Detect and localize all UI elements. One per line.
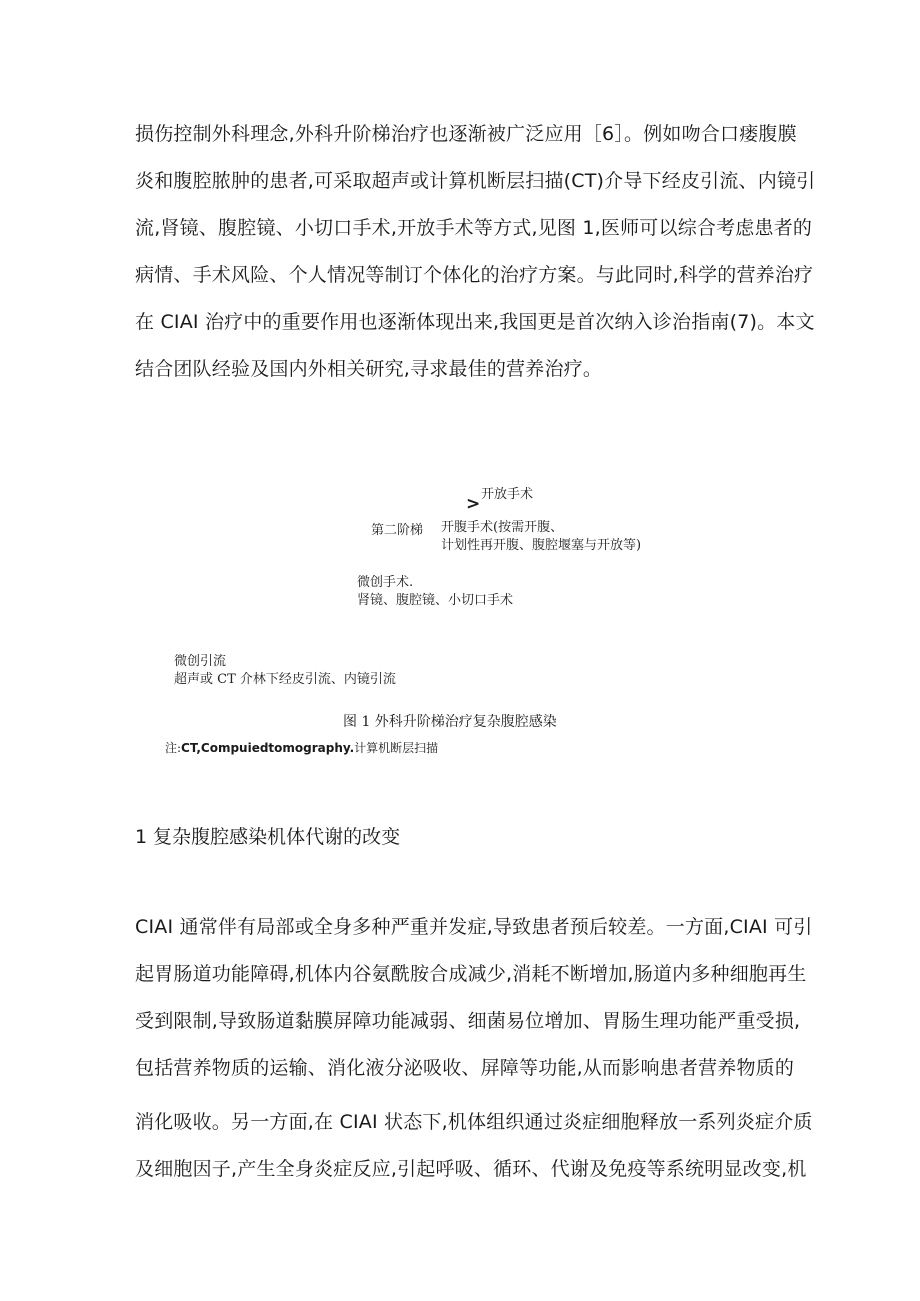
open-surgery-label: 开放手术 xyxy=(481,487,534,502)
note-term: CT,Compuiedtomography. xyxy=(181,741,355,755)
paragraph-line: 及细胞因子,产生全身炎症反应,引起呼吸、循环、代谢及免疫等系统明显改变,机 xyxy=(135,1158,807,1180)
minimally-invasive-surgery-line1: 微创手术. xyxy=(357,575,414,590)
stage-two-label: 第二阶梯 xyxy=(371,523,424,538)
paragraph-line: 病情、手术风险、个人情况等制订个体化的治疗方案。与此同时,科学的营养治疗 xyxy=(135,264,814,286)
paragraph-line: 损伤控制外科理念,外科升阶梯治疗也逐渐被广泛应用［6］。例如吻合口瘘腹膜 xyxy=(135,123,797,145)
paragraph-line: 在 CIAI 治疗中的重要作用也逐渐体现出来,我国更是首次纳入诊治指南(7)。本文 xyxy=(135,311,815,333)
paragraph-line: 消化吸收。另一方面,在 CIAI 状态下,机体组织通过炎症细胞释放一系列炎症介质 xyxy=(135,1111,813,1133)
paragraph-line: 受到限制,导致肠道黏膜屏障功能减弱、细菌易位增加、胃肠生理功能严重受损, xyxy=(135,1010,801,1032)
drainage-label-line2: 超声或 CT 介林下经皮引流、内镜引流 xyxy=(174,672,396,687)
paragraph-line: 起胃肠道功能障碍,机体内谷氨酰胺合成减少,消耗不断增加,肠道内多种细胞再生 xyxy=(135,963,807,985)
paragraph-line: 流,肾镜、腹腔镜、小切口手术,开放手术等方式,见图 1,医师可以综合考虑患者的 xyxy=(135,217,813,239)
minimally-invasive-surgery-line2: 肾镜、腹腔镜、小切口手术 xyxy=(357,593,514,608)
arrow-icon: > xyxy=(466,494,481,514)
paragraph-line: CIAI 通常伴有局部或全身多种严重并发症,导致患者预后较差。一方面,CIAI 可引 xyxy=(135,916,813,938)
figure-note xyxy=(165,739,438,756)
laparotomy-label-line1: 开腹手术(按需开腹、 xyxy=(441,520,564,535)
drainage-label-line1: 微创引流 xyxy=(174,654,227,669)
laparotomy-label-line2: 计划性再开腹、腹腔堰塞与开放等) xyxy=(441,538,642,553)
section-heading: 1 复杂腹腔感染机体代谢的改变 xyxy=(135,826,401,848)
paragraph-line: 结合团队经验及国内外相关研究,寻求最佳的营养治疗。 xyxy=(135,358,603,380)
note-rest: 计算机断层扫描 xyxy=(354,741,439,755)
paragraph-line: 炎和腹腔脓肿的患者,可采取超声或计算机断层扫描(CT)介导下经皮引流、内镜引 xyxy=(135,170,816,192)
figure-caption: 图 1 外科升阶梯治疗复杂腹腔感染 xyxy=(343,714,557,730)
paragraph-line: 包括营养物质的运输、消化液分泌吸收、屏障等功能,从而影响患者营养物质的 xyxy=(135,1057,795,1079)
note-prefix: 注: xyxy=(165,741,182,755)
